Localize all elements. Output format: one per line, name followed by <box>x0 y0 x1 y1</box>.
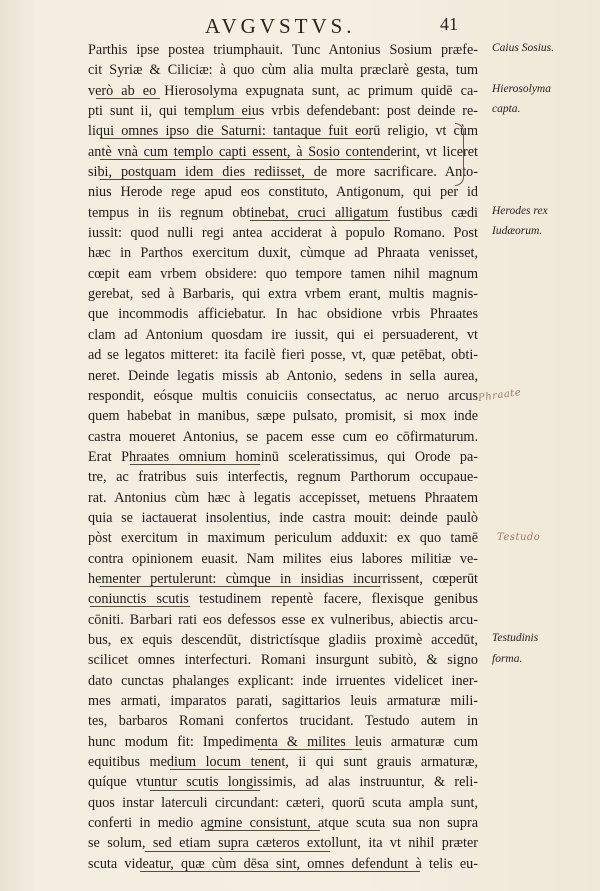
text-line: equitibus medium locum tenent, ii qui sunt grauis armaturæ, <box>88 754 478 771</box>
text-line: contra opinionem euasit. Nam milites eius labores militiæ ve- <box>88 550 478 567</box>
ink-underline <box>100 179 320 180</box>
ink-underline <box>170 769 280 770</box>
text-line: tre, ac fratribus suis interfectis, regnum Parthorum occupaue- <box>88 469 478 486</box>
text-line: antè vnà cum templo capti essent, à Sosio contenderint, vt liceret <box>88 143 478 160</box>
ink-underline <box>130 464 260 465</box>
text-line: rat. Antonius cùm hæc à legatis accepisset, metuens Phraatem <box>88 489 478 506</box>
text-line: neret. Deinde legatis missis ab Antonio, sedens in sella aurea, <box>88 367 478 384</box>
text-line: dato cunctas phalanges explicant: inde irruentes videlicet iner- <box>88 672 478 689</box>
text-line: sibi, postquam idem dies rediisset, de more sacrificare. Anto- <box>88 164 478 181</box>
text-line: scuta videatur, quæ cùm dēsa sint, omnes defendunt à telis eu- <box>88 855 478 872</box>
margin-note: Herodes rex <box>492 204 548 217</box>
text-line: cœpit eam vrbem obsidere: quo tempore tamen nihil magnum <box>88 265 478 282</box>
text-line: coniunctis scutis testudinem repentè facere, flexisque genibus <box>88 591 478 608</box>
text-line: mes armati, imparatos parati, sagittarios leuis armaturæ mili- <box>88 693 478 709</box>
margin-note: Iudæorum. <box>492 225 543 238</box>
text-line: quia se iactauerat insolentius, inde castra mouit: deinde paulò <box>88 509 478 526</box>
text-line: iussit: quod nulli regi antea acciderat à populo Romano. Post <box>88 225 478 242</box>
text-line: bus, ex equis descendūt, districtísque gladiis proximè accedūt, <box>88 631 478 648</box>
page-number: 41 <box>440 14 458 34</box>
text-line: ad se legatos mitteret: ita facilè fieri posse, vt, quæ petēbat, obti- <box>88 347 478 364</box>
text-line: tempus in iis regnum obtinebat, cruci alligatum fustibus cædi <box>88 204 478 221</box>
ink-underline <box>96 98 160 99</box>
text-line: quos instar laterculi circundant: cæteri, quorū scuta ampla sunt, <box>88 794 478 811</box>
page-header <box>0 10 600 38</box>
running-title: AVGVSTVS. <box>205 14 356 38</box>
text-line: conferti in medio agmine consistunt, atque scuta sua non supra <box>88 815 478 832</box>
text-line: cit Syriæ & Ciliciæ: à quo cùm alia multa præclarè gesta, tum <box>88 62 478 79</box>
text-line: gerebat, sed à Barbaris, qui extra vrbem erant, multis magnis- <box>88 286 478 303</box>
text-line: cōniti. Barbari rati eos defessos esse ex vulneribus, abiectis arcu- <box>88 611 478 628</box>
text-line: pti sunt ii, qui templum eius vrbis defendebant: post deinde re- <box>88 103 478 120</box>
text-line: nius Herode rege apud eos constituto, Antigonum, qui per id <box>88 184 478 201</box>
ink-underline <box>100 159 390 160</box>
text-line: liqui omnes ipso die Saturni: tantaque fuit eorū religio, vt cùm <box>88 123 478 140</box>
text-line: Erat Phraates omnium hominū sceleratissimus, qui Orode pa- <box>88 448 478 465</box>
text-line: hunc modum fit: Impedimenta & milites leuis armaturæ cum <box>88 733 478 750</box>
text-line: quem habebat in manibus, sæpe pulsato, promisit, si mox inde <box>88 408 478 425</box>
text-line: respondit, eósque multis conuiciis consectatus, ac neruo arcus <box>88 387 478 404</box>
handwritten-note: Testudo <box>497 532 541 544</box>
text-line: verò ab eo Hierosolyma expugnata sunt, ac primum quidē ca- <box>88 82 478 99</box>
ink-underline <box>210 118 255 119</box>
margin-note: forma. <box>492 652 523 665</box>
text-line: se solum, sed etiam supra cæteros extollunt, ita vt nihil præter <box>88 835 478 852</box>
margin-note: Caius Sosius. <box>492 42 554 54</box>
ink-underline <box>150 790 260 791</box>
text-line: que incommodis afficiebatur. In hac obsidione vrbis Phraates <box>88 306 478 323</box>
text-line: hæc in Parthos exercitum duxit, cùmque ad Phraata venisset, <box>88 245 478 262</box>
ink-underline <box>100 138 370 139</box>
text-line: castra moueret Antonius, se pacem esse cum eo cōfirmaturum. <box>88 428 478 445</box>
text-line: pòst exercitum in maximum periculum adduxit: ex quo tamē <box>88 530 478 547</box>
text-line: scilicet omnes interfecturi. Romani insurgunt subitò, & signo <box>88 652 478 669</box>
text-line: clam ad Antonium quosdam ire iussit, qui ei persuaderent, vt <box>88 326 478 343</box>
ink-underline <box>90 606 190 607</box>
margin-note: Hierosolyma <box>492 82 551 95</box>
text-line: quíque vtuntur scutis longissimis, ad alas instruuntur, & reli- <box>88 774 478 791</box>
ink-underline <box>145 851 330 852</box>
ink-underline <box>140 871 420 872</box>
ink-underline <box>250 220 390 221</box>
text-line: tes, barbaros Romani confertos trucidant. Testudo autem in <box>88 713 478 730</box>
ink-underline <box>100 586 380 587</box>
ink-underline <box>258 749 362 750</box>
ink-bracket <box>455 123 464 186</box>
margin-note: Testudinis <box>492 632 539 645</box>
margin-note: capta. <box>492 103 521 116</box>
text-line: hementer pertulerunt: cùmque in insidias incurrissent, cœperūt <box>88 570 478 587</box>
handwritten-note: Phraate <box>477 386 522 404</box>
text-line: Parthis ipse postea triumphauit. Tunc Antonius Sosium præfe- <box>88 42 478 58</box>
ink-underline <box>205 830 320 831</box>
